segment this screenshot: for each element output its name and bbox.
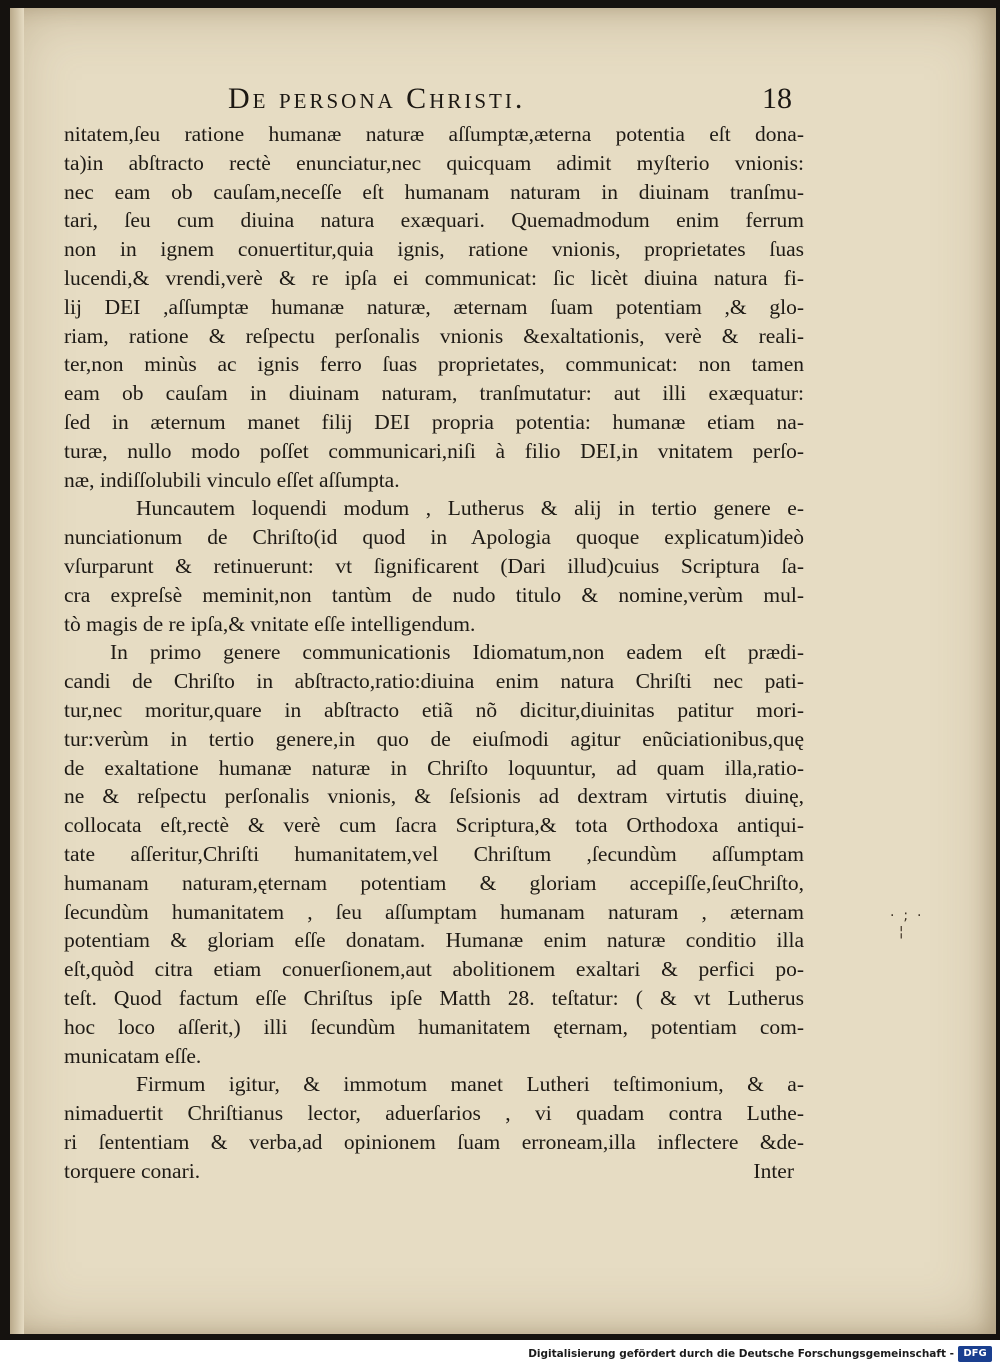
text-line: candi de Chriſto in abſtracto,ratio:diuina enim natura Chriſti nec pati- bbox=[64, 669, 804, 694]
text-line: collocata eſt,rectè & verè cum ſacra Scriptura,& tota Orthodoxa antiqui- bbox=[64, 813, 804, 838]
text-line: ſed in æternum manet filij DEI propria potentia: humanæ etiam na- bbox=[64, 409, 804, 434]
text-line: hoc loco aſſerit,) illi ſecundùm humanitatem ęternam, potentiam com- bbox=[64, 1014, 804, 1039]
text-line: municatam eſſe. bbox=[64, 1043, 202, 1068]
dfg-logo-icon: DFG bbox=[958, 1346, 992, 1362]
text-line: nitatem,ſeu ratione humanæ naturæ aſſumptæ,æterna potentia eſt dona- bbox=[64, 122, 804, 146]
text-line: tate aſſeritur,Chriſti humanitatem,vel Chriſtum ,ſecundùm aſſumptam bbox=[64, 841, 804, 866]
text-line: nunciationum de Chriſto(id quod in Apologia quoque explicatum)ideò bbox=[64, 525, 804, 550]
text-line: lucendi,& vrendi,verè & re ipſa ei communicat: ſic licèt diuina natura fi- bbox=[64, 265, 804, 290]
body-text bbox=[64, 120, 804, 1185]
text-line: nec eam ob cauſam,neceſſe eſt humanam naturam in diuinam tranſmu- bbox=[64, 179, 804, 204]
running-title: De persona Christi. bbox=[228, 82, 526, 115]
text-line: ta)in abſtracto rectè enunciatur,nec quicquam adimit myſterio vnionis: bbox=[64, 150, 804, 175]
text-line: torquere conari. bbox=[64, 1158, 201, 1183]
text-line: riam, ratione & reſpectu perſonalis vnionis &exaltationis, verè & reali- bbox=[64, 323, 804, 348]
catchword: Inter bbox=[753, 1158, 794, 1183]
footer-credit: Digitalisierung gefördert durch die Deutsche Forschungsgemeinschaft - bbox=[528, 1348, 954, 1360]
text-line: tur:verùm in tertio genere,in quo de eiuſmodi agitur enũciationibus,quę bbox=[64, 726, 804, 751]
footer-bar bbox=[0, 1340, 1000, 1369]
text-line: tari, ſeu cum diuina natura exæquari. Quemadmodum enim ferrum bbox=[64, 208, 804, 233]
text-line: humanam naturam,ęternam potentiam & gloriam accepiſſe,ſeuChriſto, bbox=[64, 870, 804, 895]
text-line: tò magis de re ipſa,& vnitate eſſe intelligendum. bbox=[64, 611, 476, 636]
folio-number: 18 bbox=[762, 82, 792, 115]
text-line: non in ignem conuertitur,quia ignis, ratione vnionis, proprietates ſuas bbox=[64, 237, 804, 262]
text-line: cra expreſsè meminit,non tantùm de nudo titulo & nomine,verùm mul- bbox=[64, 582, 804, 607]
text-line: ſecundùm humanitatem , ſeu aſſumptam humanam naturam , æternam bbox=[64, 899, 804, 924]
paragraph-first-line: Huncautem loquendi modum , Lutherus & alij in tertio genere e- bbox=[136, 496, 804, 521]
paragraph-first-line: In primo genere communicationis Idiomatum,non eadem eſt prædi- bbox=[110, 640, 804, 665]
margin-marks: · ; · ¦ bbox=[890, 908, 922, 940]
text-line: teſt. Quod factum eſſe Chriſtus ipſe Matth 28. teſtatur: ( & vt Lutherus bbox=[64, 985, 804, 1010]
text-line: eſt,quòd citra etiam conuerſionem,aut abolitionem exaltari & perfici po- bbox=[64, 957, 804, 982]
text-line: turæ, nullo modo poſſet communicari,niſi à filio DEI,in vnitatem perſo- bbox=[64, 438, 804, 463]
text-line: lij DEI ,aſſumptæ humanæ naturæ, æternam ſuam potentiam ,& glo- bbox=[64, 294, 804, 319]
text-line: de exaltatione humanæ naturæ in Chriſto loquuntur, ad quam illa,ratio- bbox=[64, 755, 804, 780]
page-edge-shadow bbox=[10, 8, 24, 1334]
running-head bbox=[10, 82, 996, 122]
book-page bbox=[10, 8, 996, 1334]
text-line: tur,nec moritur,quare in abſtracto etiã nõ dicitur,diuinitas patitur mori- bbox=[64, 697, 804, 722]
text-line: nimaduertit Chriſtianus lector, aduerſarios , vi quadam contra Luthe- bbox=[64, 1101, 804, 1126]
text-line: potentiam & gloriam eſſe donatam. Humanæ enim naturæ conditio illa bbox=[64, 928, 804, 953]
text-line: ri ſententiam & verba,ad opinionem ſuam erroneam,illa inflectere &de- bbox=[64, 1129, 804, 1154]
paragraph-first-line: Firmum igitur, & immotum manet Lutheri teſtimonium, & a- bbox=[136, 1072, 804, 1097]
text-line: ne & reſpectu perſonalis vnionis, & ſeſsionis ad dextram virtutis diuinę, bbox=[64, 784, 804, 809]
text-line: ter,non minùs ac ignis ferro ſuas proprietates, communicat: non tamen bbox=[64, 352, 804, 377]
text-line: vſurparunt & retinuerunt: vt ſignificarent (Dari illud)cuius Scriptura ſa- bbox=[64, 553, 804, 578]
text-line: eam ob cauſam in diuinam naturam, tranſmutatur: aut illi exæquatur: bbox=[64, 381, 804, 406]
text-line: næ, indiſſolubili vinculo eſſet aſſumpta. bbox=[64, 467, 400, 492]
last-line-with-catchword bbox=[64, 1157, 804, 1186]
